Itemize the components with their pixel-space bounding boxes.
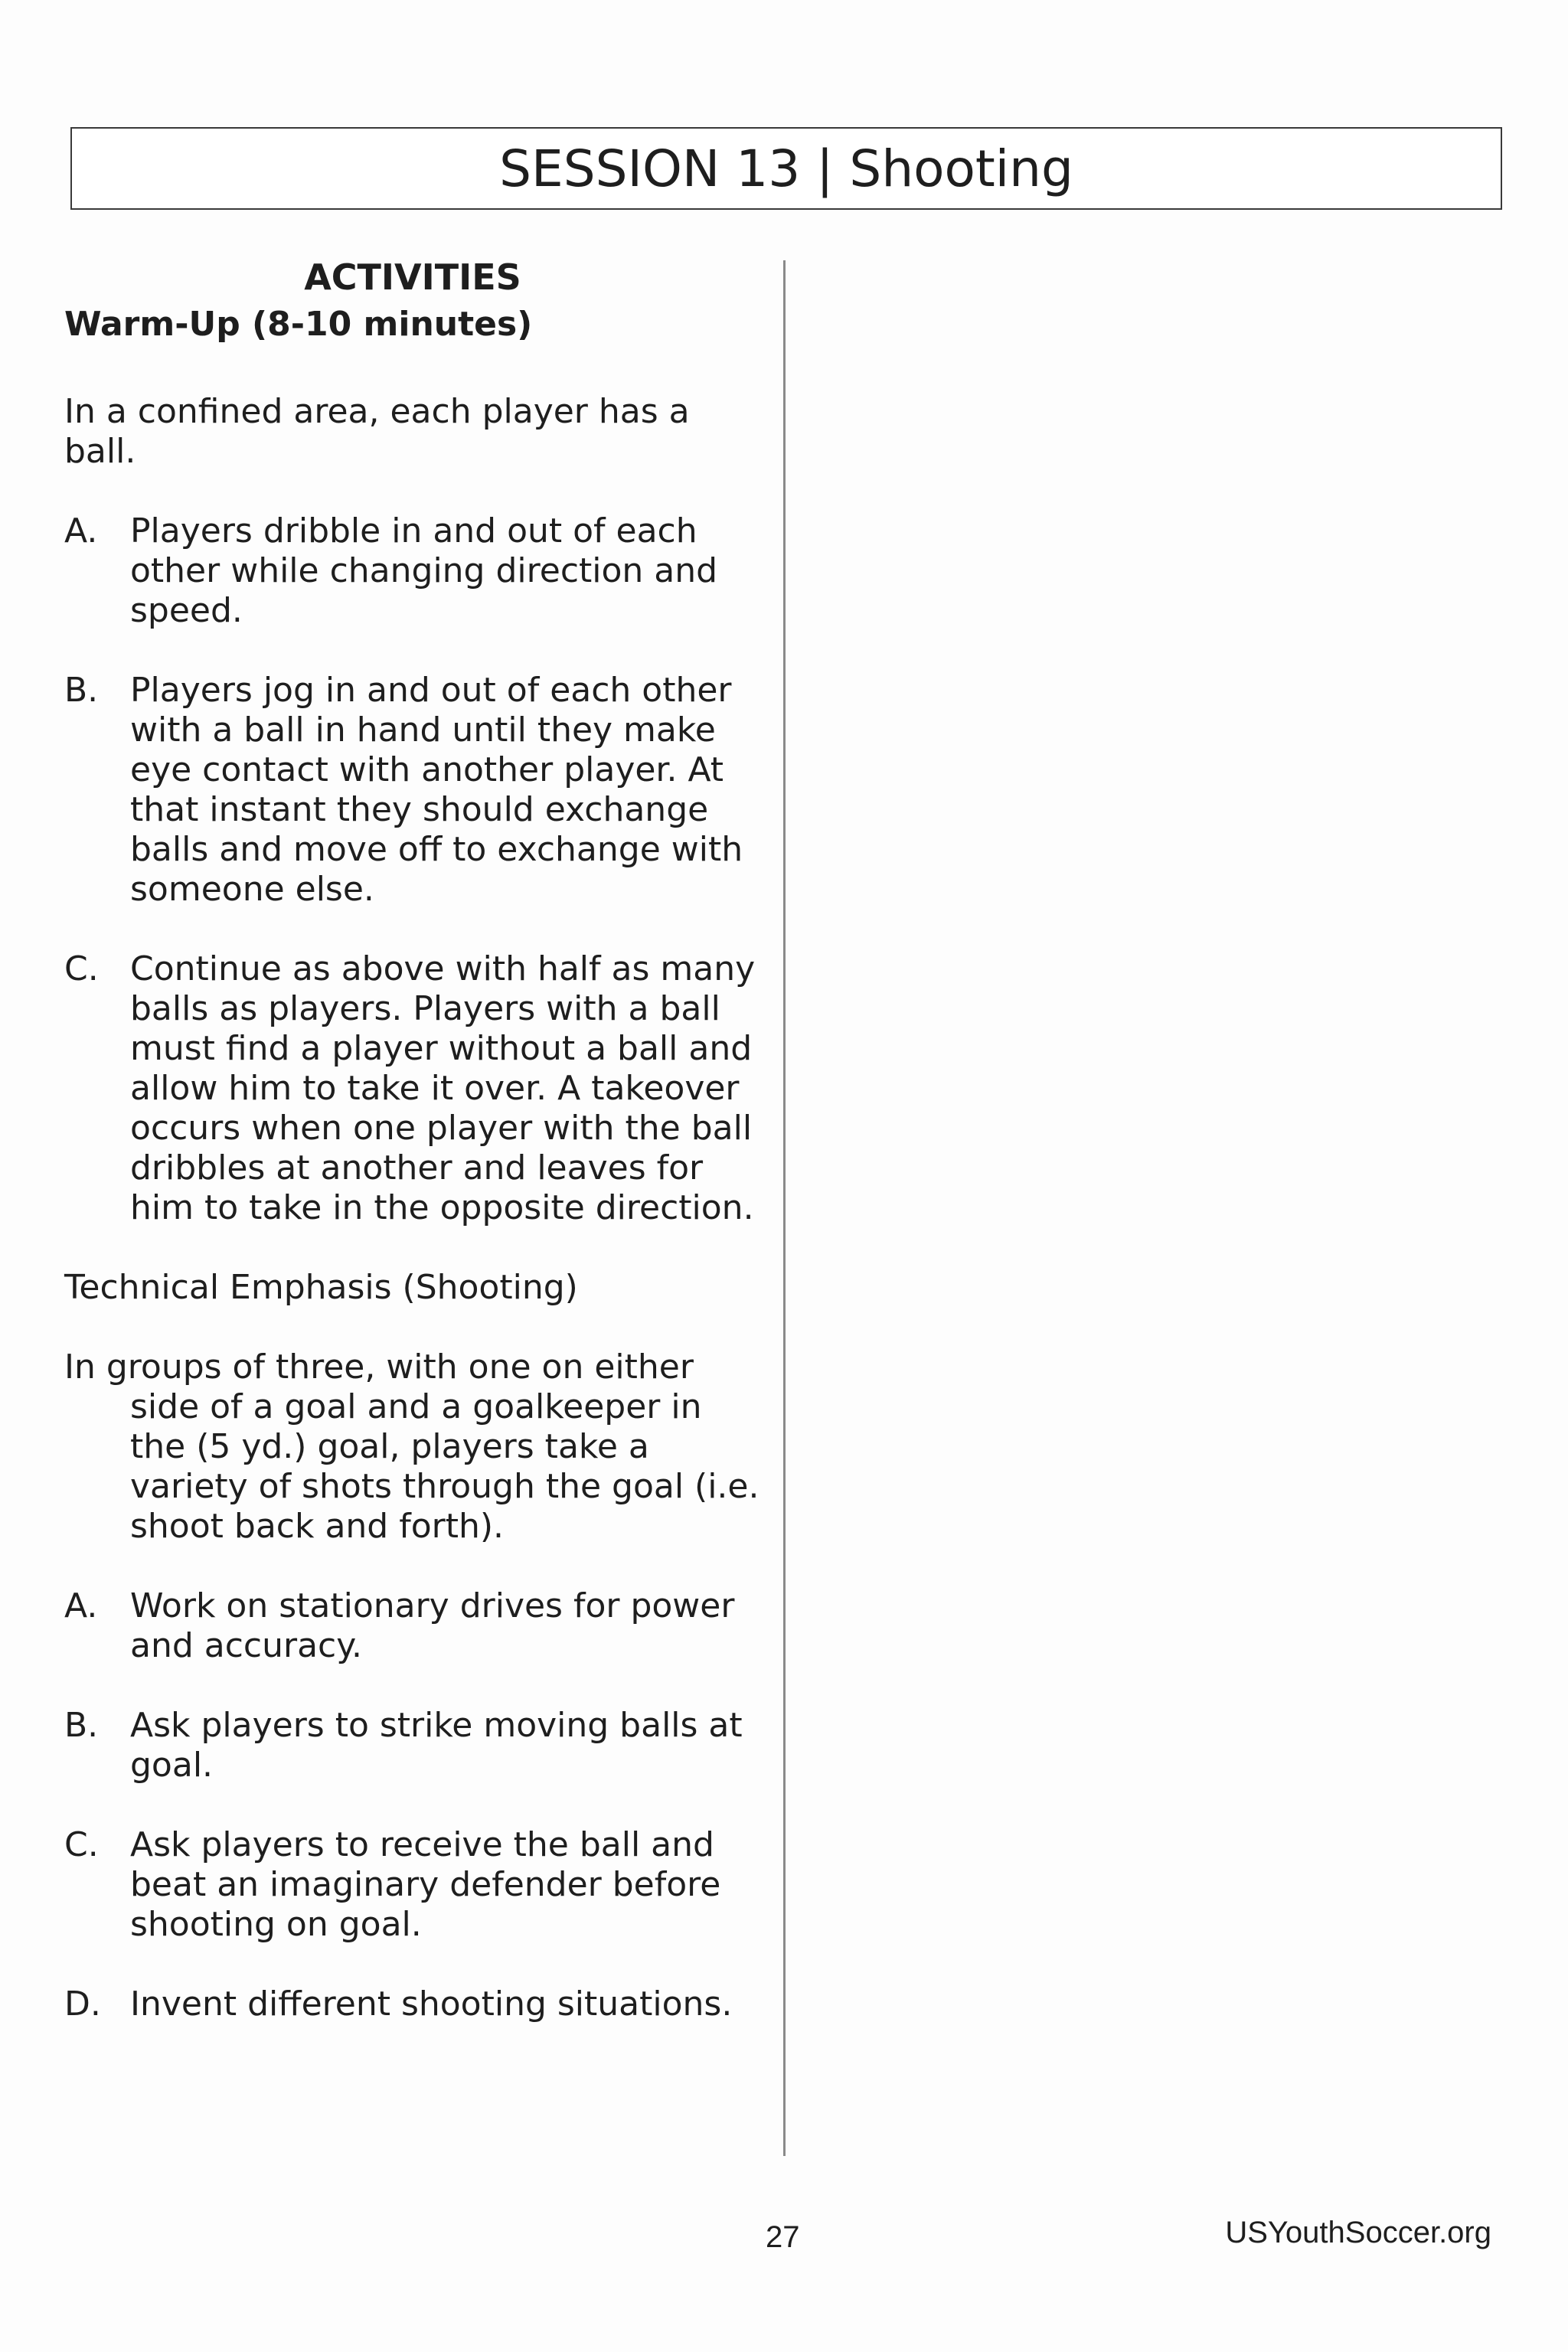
item-text: Invent different shooting situations.: [130, 1984, 733, 2024]
website-link[interactable]: USYouthSoccer.org: [1225, 2216, 1491, 2249]
item-letter: C.: [64, 1825, 99, 1864]
item-letter: D.: [64, 1984, 101, 2024]
technical-item-b: [64, 1706, 761, 1785]
warmup-item-b: [64, 671, 761, 910]
activities-column: [64, 253, 761, 2064]
warmup-title: Warm-Up (8-10 minutes): [64, 305, 533, 344]
item-letter: A.: [64, 1586, 98, 1625]
technical-title: Technical Emphasis (Shooting): [64, 1268, 578, 1307]
item-text: Ask players to receive the ball and beat an imaginary defender before shooting on goal.: [130, 1825, 721, 1944]
item-text: Ask players to strike moving balls at goal.: [130, 1706, 743, 1785]
item-letter: B.: [64, 1706, 99, 1745]
technical-item-c: [64, 1825, 761, 1945]
item-text: Players jog in and out of each other with a ball in hand until they make eye contact with another player. At that instant they should exchange balls and move off to exchange with someone else.: [130, 671, 743, 909]
technical-item-a: [64, 1586, 761, 1666]
session-title: SESSION 13 | Shooting: [499, 139, 1073, 198]
column-divider: [783, 260, 786, 2156]
technical-intro: In groups of three, with one on either side of a goal and a goalkeeper in the (5 yd.) goal, players take a variety of shots through the goal (i.e. shoot back and forth).: [64, 1348, 760, 1546]
item-letter: A.: [64, 511, 98, 550]
item-text: Players dribble in and out of each other while changing direction and speed.: [130, 511, 718, 630]
item-letter: C.: [64, 949, 99, 988]
item-text: Continue as above with half as many balls as players. Players with a ball must find a player without a ball and allow him to take it over. A takeover occurs when one player with the ball dribbles at another and leaves for him to take in the opposite direction.: [130, 949, 756, 1227]
warmup-item-c: [64, 949, 761, 1228]
item-letter: B.: [64, 671, 99, 710]
item-text: Work on stationary drives for power and accuracy.: [130, 1586, 735, 1665]
activities-heading: ACTIVITIES: [304, 256, 521, 298]
technical-item-d: [64, 1984, 761, 2024]
warmup-item-a: [64, 511, 761, 631]
warmup-intro: In a confined area, each player has a ball.: [64, 392, 690, 471]
session-title-box: [70, 127, 1502, 210]
page-number: 27: [766, 2220, 800, 2254]
